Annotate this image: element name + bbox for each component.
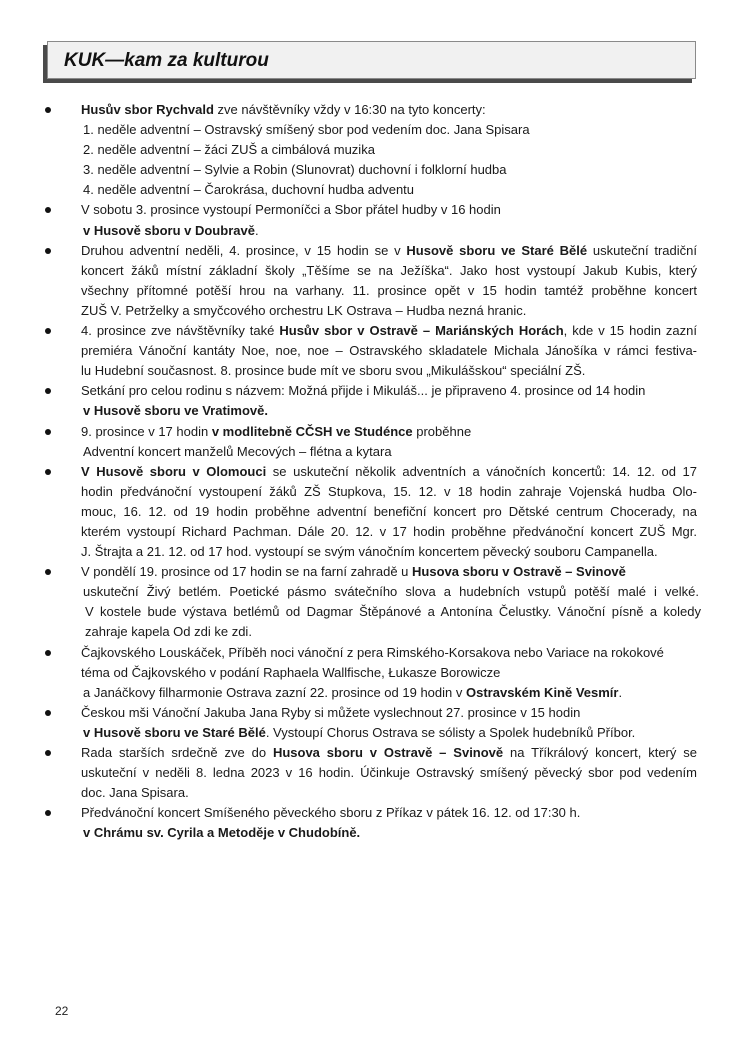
bold-text: Husův sbor Rychvald [81,102,214,117]
event-item [0,422,750,462]
event-item [0,100,750,200]
text: J. Štrajta a 21. 12. od 17 hod. vystoupí se svým vánočním koncertem pěvecký souboru Campanella. [81,544,658,560]
event-item [0,241,750,321]
bullet-icon [45,750,51,756]
event-line [83,180,699,200]
event-line [81,381,697,401]
bullet-icon [45,107,51,113]
text: . [254,222,259,238]
bullet-icon [45,469,51,475]
text: mouc, 16. 12. od 19 hodin proběhne adventní benefiční koncert pro Dětské centrum Chocerady, na [81,503,697,519]
event-line [81,241,697,261]
event-item [0,703,750,743]
event-item [0,381,750,421]
bullet-icon [45,207,51,213]
event-item [0,200,750,240]
event-line [81,261,697,281]
event-line [81,100,697,120]
bullet-icon [45,248,51,254]
event-line [81,763,697,783]
event-line [83,401,699,421]
event-line [83,683,699,703]
event-line [83,221,699,241]
text: doc. Jana Spisara. [81,785,189,801]
event-line [81,321,697,341]
event-line [81,562,697,582]
section-header [47,41,696,79]
text: Čajkovského Louskáček, Příběh noci vánoční z pera Rimského-Korsakova nebo Variace na rokokové [81,644,664,660]
text: 1. neděle adventní – Ostravský smíšený sbor pod vedením doc. Jana Spisara [83,122,530,138]
event-item [0,803,750,843]
event-item [0,562,750,642]
event-line [83,140,699,160]
event-line [81,341,697,361]
text: kterém vystoupí Richard Pachman. Dále 20. 12. v 17 hodin proběhne předvánoční koncert ZUŠ Mgr. [81,523,697,539]
event-item [0,743,750,803]
text: V pondělí 19. prosince od 17 hodin se na farní zahradě u [81,564,413,580]
bullet-icon [45,569,51,575]
text: Rada starších srdečně zve do [81,745,273,760]
text: . Vystoupí Chorus Ostrava se sólisty a Spolek hudebníků Příbor. [265,724,636,740]
text: 4. prosince zve návštěvníky také [81,323,280,339]
text: , kde v 15 hodin zazní [563,323,697,339]
text: uskuteční tradiční [587,242,697,258]
text: Českou mši Vánoční Jakuba Jana Ryby si můžete vyslechnout 27. prosince v 15 hodin [81,704,581,720]
text: ZUŠ V. Petrželky a smyčcového orchestru LK Ostrava – Hudba nezná hranic. [81,302,527,318]
text: lu Hudební současnost. 8. prosince bude mít ve sboru svou „Mikulášskou“ speciální ZŠ. [81,363,586,379]
text: 3. neděle adventní – Sylvie a Robin (Slunovrat) duchovní i folklorní hudba [83,162,507,178]
event-line [81,200,697,220]
text: Setkání pro celou rodinu s názvem: Možná přijde i Mikuláš... je připraveno 4. prosince od 14 hodin [81,383,646,399]
event-line [81,522,697,542]
bold-text: Husova sboru v Ostravě – Svinově [412,564,626,580]
text: a Janáčkovy filharmonie Ostrava zazní 22. prosince od 19 hodin v [83,684,466,700]
text: 9. prosince v 17 hodin [81,423,212,439]
bold-text: v Husově sboru ve Vratimově. [83,403,268,419]
text: uskuteční v neděli 8. ledna 2023 v 16 hodin. Účinkuje Ostravský smíšený pěvecký sbor pod vedením [81,765,697,781]
text: premiéra Vánoční kantáty Noe, noe, noe – Ostravského skladatele Michala Jánošíka v rámci festiva- [81,343,697,359]
event-line [81,542,697,562]
bullet-icon [45,710,51,716]
text: Adventní koncert manželů Mecových – flétna a kytara [83,443,392,459]
bullet-icon [45,388,51,394]
text: proběhne [412,423,472,439]
event-line [81,803,697,823]
event-line [81,422,697,442]
text: 2. neděle adventní – žáci ZUŠ a cimbálová muzika [83,142,375,158]
event-line [83,823,699,843]
bold-text: Ostravském Kině Vesmír [466,684,619,700]
text: V kostele bude výstava betlémů od Dagmar Štěpánové a Antonína Čelustky. Vánoční písně a koledy [85,604,701,620]
event-line [83,160,699,180]
event-line [81,783,697,803]
text: Druhou adventní neděli, 4. prosince, v 15 hodin se v [81,242,407,258]
event-line [81,281,697,301]
bold-text: v modlitebně CČSH ve Studénce [211,423,413,439]
bullet-icon [45,810,51,816]
event-line [81,502,697,522]
text: se uskuteční několik adventních a vánočních koncertů: 14. 12. od 17 [266,463,697,479]
bold-text: Husův sbor v Ostravě – Mariánských Horách [279,323,564,339]
event-list [0,100,750,843]
event-item [0,643,750,703]
bullet-icon [45,328,51,334]
event-line [81,462,697,482]
event-line [85,622,701,642]
text: uskuteční Živý betlém. Poetické pásmo svátečního slova a hudebních vstupů potěší malé i velké. [83,584,699,600]
event-line [81,643,697,663]
bullet-icon [45,650,51,656]
event-line [83,582,699,602]
text: Předvánoční koncert Smíšeného pěveckého sboru z Příkaz v pátek 16. 12. od 17:30 h. [81,805,581,821]
text: koncert žáků místní základní školy „Těšíme se na Ježíška“. Jako host vystoupí Jakub Kubis, který [81,262,697,278]
bold-text: Husově sboru ve Staré Bělé [406,242,588,258]
bold-text: v Husově sboru ve Staré Bělé [83,724,266,740]
event-line [81,361,697,381]
event-line [81,482,697,502]
bullet-icon [45,429,51,435]
text: 4. neděle adventní – Čarokrása, duchovní hudba adventu [83,182,415,198]
text: všechny přítomné potěší hrou na varhany. 11. prosince opět v 15 hodin tamtéž proběhne koncert [81,282,697,298]
text: téma od Čajkovského v podání Raphaela Wallfische, Łukasze Borowicze [81,664,501,680]
bold-text: V Husově sboru v Olomouci [81,463,267,479]
bold-text: v Husově sboru v Doubravě [83,222,255,238]
event-line [85,602,701,622]
event-item [0,321,750,381]
page-number: 22 [55,1004,69,1018]
event-line [81,663,697,683]
event-item [0,462,750,562]
bold-text: Husova sboru v Ostravě – Svinově [272,745,504,760]
event-line [83,442,699,462]
text: zahraje kapela Od zdi ke zdi. [85,624,252,640]
text: V sobotu 3. prosince vystoupí Permoníčci a Sbor přátel hudby v 16 hodin [81,202,501,218]
event-line [81,703,697,723]
event-line [81,301,697,321]
event-line [83,723,699,743]
text: na Tříkrálový koncert, který se [503,745,697,760]
event-line [83,120,699,140]
text: hodin předvánoční vystoupení žáků ZŠ Stupkova, 15. 12. v 18 hodin zahraje Vojenská hudba Olo- [81,483,697,499]
text: zve návštěvníky vždy v 16:30 na tyto koncerty: [213,102,486,117]
text: . [618,684,623,700]
bold-text: v Chrámu sv. Cyrila a Metoděje v Chudobíně. [83,825,361,841]
event-line [81,743,697,763]
section-title: KUK—kam za kulturou [64,50,269,71]
